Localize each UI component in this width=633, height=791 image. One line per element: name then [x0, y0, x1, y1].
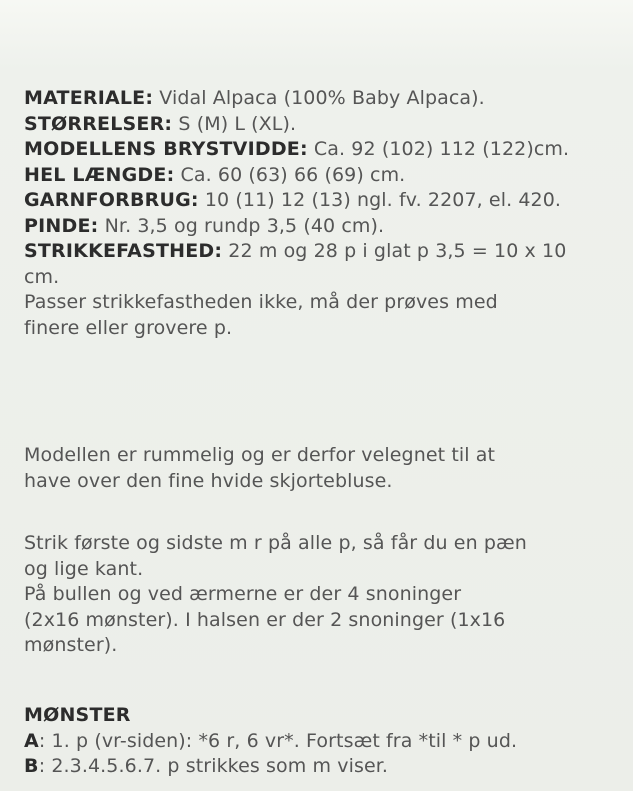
spec-value: 22 m og 28 p i glat p 3,5 = 10 x 10	[222, 240, 567, 262]
instruction-line: På bullen og ved ærmerne er der 4 snoninger	[24, 583, 462, 605]
instruction-line: (2x16 mønster). I halsen er der 2 snoninger (1x16	[24, 608, 506, 631]
instruction-line: Strik første og sidste m r på alle p, så får du en pæn	[24, 532, 527, 554]
spec-length	[24, 163, 629, 189]
spec-yarn-consumption	[24, 188, 629, 214]
spec-label: HEL LÆNGDE:	[24, 163, 175, 186]
specifications-block	[24, 86, 629, 341]
gauge-note-line: finere eller grovere p.	[24, 316, 233, 339]
spec-chest-width	[24, 137, 629, 163]
pattern-row-label: B	[24, 755, 39, 777]
pattern-row-text: : 1. p (vr-siden): *6 r, 6 vr*. Fortsæt fra *til * p ud.	[38, 729, 518, 752]
description-line: have over den fine hvide skjortebluse.	[24, 469, 393, 492]
spec-label: PINDE:	[24, 214, 99, 237]
spec-material	[24, 86, 629, 112]
spec-value: Ca. 60 (63) 66 (69) cm.	[174, 163, 406, 186]
spec-gauge-continuation: cm.	[24, 265, 60, 288]
knitting-instructions-paragraph	[24, 531, 629, 659]
spec-value: S (M) L (XL).	[172, 112, 297, 135]
spec-value: Nr. 3,5 og rundp 3,5 (40 cm).	[98, 214, 385, 237]
spec-value: Ca. 92 (102) 112 (122)cm.	[307, 138, 570, 160]
pattern-row	[24, 729, 629, 755]
pattern-row	[24, 754, 629, 780]
instruction-line: og lige kant.	[24, 557, 144, 580]
spec-gauge	[24, 239, 629, 265]
spec-label: MATERIALE:	[24, 87, 154, 109]
pattern-heading: MØNSTER	[24, 704, 131, 726]
spec-sizes	[24, 112, 629, 138]
spec-needles	[24, 214, 629, 240]
gauge-note-line: Passer strikkefastheden ikke, må der prøves med	[24, 291, 498, 313]
spec-label: GARNFORBRUG:	[24, 189, 199, 211]
spec-label: STRIKKEFASTHED:	[24, 240, 223, 262]
pattern-row-text: : 2.3.4.5.6.7. p strikkes som m viser.	[38, 755, 389, 777]
description-paragraph	[24, 443, 629, 494]
instruction-line: mønster).	[24, 634, 118, 656]
spec-label: STØRRELSER:	[24, 112, 173, 135]
spec-label: MODELLENS BRYSTVIDDE:	[24, 138, 308, 160]
description-line: Modellen er rummelig og er derfor velegnet til at	[24, 444, 496, 466]
spec-value: Vidal Alpaca (100% Baby Alpaca).	[153, 87, 485, 109]
pattern-section	[24, 703, 629, 780]
pattern-row-label: A	[24, 729, 39, 752]
spec-value: 10 (11) 12 (13) ngl. fv. 2207, el. 420.	[198, 189, 562, 211]
